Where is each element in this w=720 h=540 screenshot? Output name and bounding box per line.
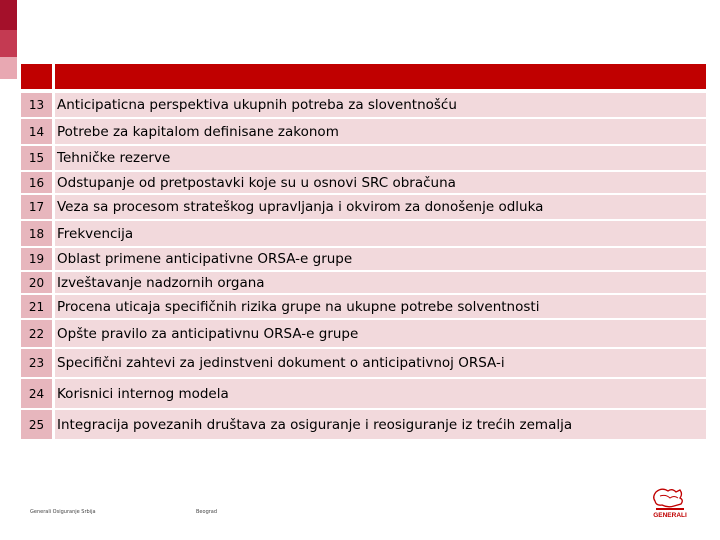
row-number: 17 xyxy=(21,195,52,219)
row-number: 13 xyxy=(21,93,52,117)
row-number: 25 xyxy=(21,410,52,439)
row-number: 22 xyxy=(21,320,52,347)
row-number: 18 xyxy=(21,221,52,246)
left-accent-bar-bottom xyxy=(0,57,17,79)
table-row xyxy=(21,93,706,117)
table-row xyxy=(21,349,706,377)
row-number: 14 xyxy=(21,119,52,144)
row-text: Frekvencija xyxy=(55,221,706,246)
left-accent-bar-middle xyxy=(0,30,17,57)
row-text: Oblast primene anticipativne ORSA-e grupe xyxy=(55,248,706,270)
table-row xyxy=(21,172,706,193)
header-number-cell xyxy=(21,64,52,89)
row-text: Tehničke rezerve xyxy=(55,146,706,170)
row-number: 23 xyxy=(21,349,52,377)
row-text: Odstupanje od pretpostavki koje su u osnovi SRC obračuna xyxy=(55,172,706,193)
table-row xyxy=(21,119,706,144)
row-text: Potrebe za kapitalom definisane zakonom xyxy=(55,119,706,144)
table-row xyxy=(21,221,706,246)
lion-icon xyxy=(650,486,690,520)
row-number: 19 xyxy=(21,248,52,270)
row-number: 15 xyxy=(21,146,52,170)
generali-logo xyxy=(650,486,690,520)
topics-table xyxy=(21,64,706,441)
table-row xyxy=(21,195,706,219)
row-text: Veza sa procesom strateškog upravljanja i okvirom za donošenje odluka xyxy=(55,195,706,219)
table-row xyxy=(21,320,706,347)
row-text: Anticipaticna perspektiva ukupnih potreba za sloventnošću xyxy=(55,93,706,117)
row-number: 20 xyxy=(21,272,52,293)
table-row xyxy=(21,410,706,439)
table-row xyxy=(21,248,706,270)
left-accent-bar-top xyxy=(0,0,17,30)
row-text: Integracija povezanih društava za osiguranje i reosiguranje iz trećih zemalja xyxy=(55,410,706,439)
footer-company: Generali Osiguranje Srbija xyxy=(30,509,96,515)
header-title-cell xyxy=(55,64,706,89)
logo-text: GENERALI xyxy=(653,512,687,519)
row-text: Opšte pravilo za anticipativnu ORSA-e grupe xyxy=(55,320,706,347)
table-row xyxy=(21,272,706,293)
table-row xyxy=(21,379,706,408)
table-header xyxy=(21,64,706,89)
table-row xyxy=(21,146,706,170)
row-number: 24 xyxy=(21,379,52,408)
table-row xyxy=(21,295,706,318)
row-text: Procena uticaja specifičnih rizika grupe na ukupne potrebe solventnosti xyxy=(55,295,706,318)
footer-city: Beograd xyxy=(196,509,218,515)
row-number: 21 xyxy=(21,295,52,318)
row-text: Korisnici internog modela xyxy=(55,379,706,408)
row-number: 16 xyxy=(21,172,52,193)
row-text: Izveštavanje nadzornih organa xyxy=(55,272,706,293)
row-text: Specifični zahtevi za jedinstveni dokument o anticipativnoj ORSA-i xyxy=(55,349,706,377)
